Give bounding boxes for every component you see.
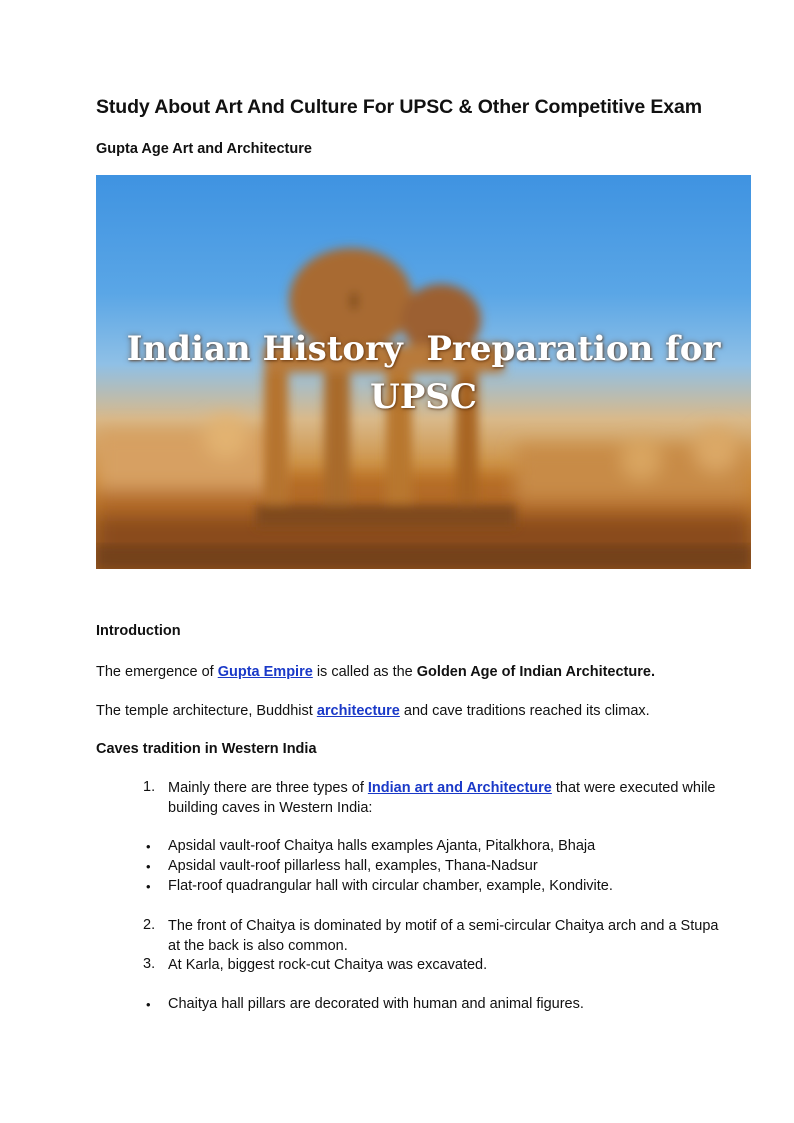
list-item-1: [168, 779, 728, 818]
intro-paragraph-1: [96, 664, 655, 680]
indian-art-architecture-link[interactable]: Indian art and Architecture: [367, 780, 552, 796]
list-item-3: At Karla, biggest rock-cut Chaitya was excavated.: [168, 957, 488, 973]
gupta-empire-link[interactable]: Gupta Empire: [217, 664, 313, 680]
list-item-2: The front of Chaitya is dominated by motif of a semi-circular Chaitya arch and a Stupa at the back is also common.: [168, 918, 719, 954]
bullet-item: Flat-roof quadrangular hall with circular chamber, example, Kondivite.: [168, 878, 613, 894]
intro-p1-text: The emergence of: [96, 664, 218, 680]
section-subtitle: Gupta Age Art and Architecture: [96, 141, 312, 157]
introduction-heading: Introduction: [96, 623, 181, 639]
bullet-item: Apsidal vault-roof Chaitya halls examples Ajanta, Pitalkhora, Bhaja: [168, 838, 596, 854]
bullet-icon: •: [146, 997, 151, 1012]
bullet-item: Apsidal vault-roof pillarless hall, examples, Thana-Nadsur: [168, 858, 538, 874]
intro-paragraph-2: [96, 703, 650, 719]
item1-after: that were executed while building caves in Western India:: [168, 780, 716, 816]
golden-age-emphasis: Golden Age of Indian Architecture.: [416, 664, 655, 680]
banner-line-1: Indian History Preparation for: [126, 329, 721, 369]
banner-image: [96, 175, 751, 569]
list-number-3: 3.: [143, 956, 156, 972]
list-number-2: 2.: [143, 917, 156, 933]
banner-heading: [96, 325, 751, 421]
page-title: Study About Art And Culture For UPSC & Other Competitive Exam: [96, 96, 703, 118]
bullet-icon: •: [146, 859, 151, 874]
bullet-icon: •: [146, 839, 151, 854]
intro-p1-middle: is called as the: [312, 664, 417, 680]
intro-p2-text: The temple architecture, Buddhist: [96, 703, 317, 719]
item1-text: Mainly there are three types of: [168, 780, 368, 796]
caves-heading: Caves tradition in Western India: [96, 741, 317, 757]
bullet-item: Chaitya hall pillars are decorated with human and animal figures.: [168, 996, 584, 1012]
architecture-link[interactable]: architecture: [316, 703, 400, 719]
list-number-1: 1.: [143, 779, 156, 795]
intro-p2-after: and cave traditions reached its climax.: [399, 703, 650, 719]
bullet-icon: •: [146, 879, 151, 894]
banner-line-2: UPSC: [370, 377, 477, 417]
